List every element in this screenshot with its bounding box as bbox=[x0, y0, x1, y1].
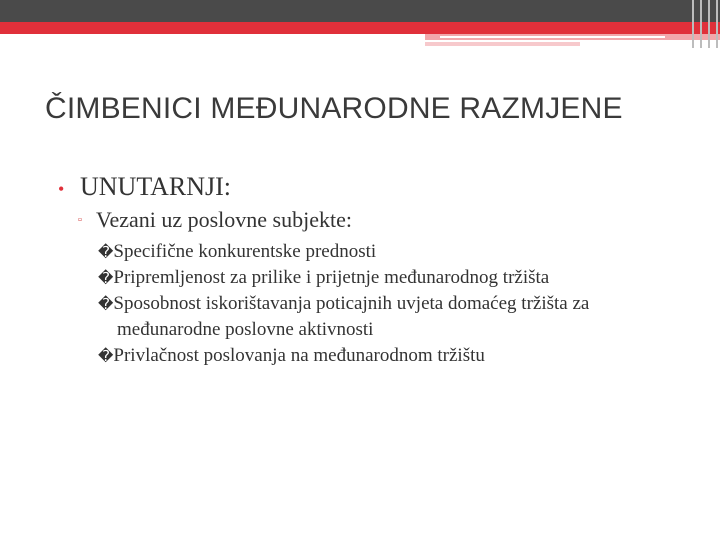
level2-text: Vezani uz poslovne subjekte: bbox=[96, 207, 352, 232]
missing-glyph-icon: � bbox=[98, 295, 114, 313]
bullet-level1 bbox=[58, 172, 698, 202]
header-corner-lines bbox=[690, 0, 720, 48]
bullet-dot-icon: • bbox=[58, 179, 65, 199]
slide-body bbox=[58, 172, 698, 369]
missing-glyph-icon: � bbox=[98, 347, 114, 365]
list-item: �Pripremljenost za prilike i prijetnje međunarodnog tržišta bbox=[98, 267, 550, 288]
missing-glyph-icon: � bbox=[98, 243, 114, 261]
header-pink-stripe-lower bbox=[425, 42, 580, 46]
sub-bullet-list bbox=[58, 239, 698, 369]
list-item: �Privlačnost poslovanja na međunarodnom tržištu bbox=[98, 345, 485, 366]
bullet-square-icon: ▫ bbox=[78, 214, 82, 226]
list-item: �Specifične konkurentske prednosti bbox=[98, 241, 377, 262]
bullet-level2 bbox=[58, 207, 698, 233]
list-item-continuation: međunarodne poslovne aktivnosti bbox=[117, 319, 374, 340]
header-dark-stripe bbox=[0, 0, 720, 22]
header-white-line bbox=[440, 36, 665, 38]
missing-glyph-icon: � bbox=[98, 269, 114, 287]
level1-text: UNUTARNJI: bbox=[80, 172, 232, 201]
decorative-header-band bbox=[0, 0, 720, 50]
slide-title: ČIMBENICI MEĐUNARODNE RAZMJENE bbox=[45, 92, 623, 125]
list-item: �Sposobnost iskorištavanja poticajnih uvjeta domaćeg tržišta za međunarodne poslovne aktivnosti bbox=[98, 293, 590, 340]
header-red-stripe bbox=[0, 22, 720, 34]
